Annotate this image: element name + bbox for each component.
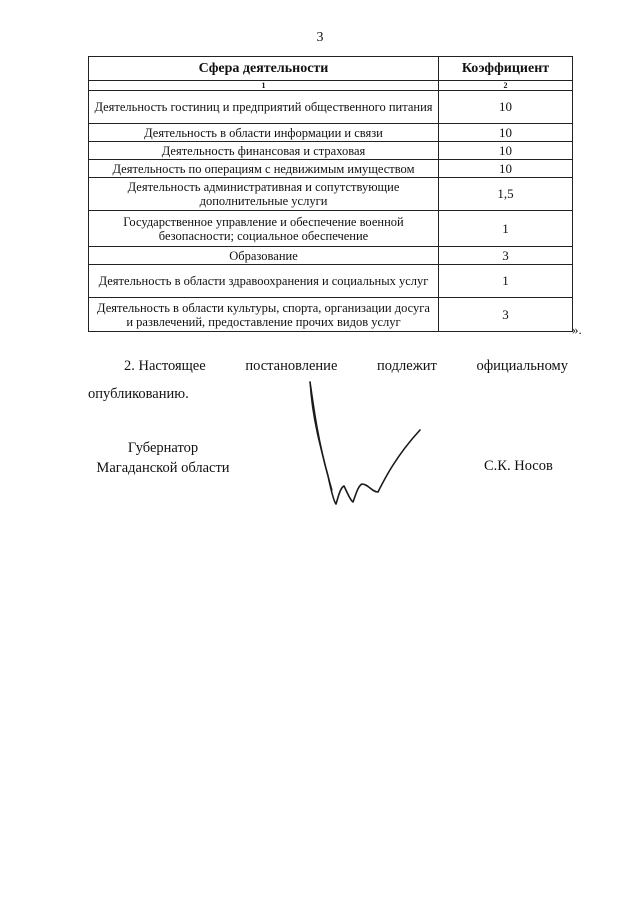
paragraph-word: постановление <box>245 358 338 374</box>
column-number-row <box>89 81 573 91</box>
table-row <box>89 91 573 124</box>
table-row <box>89 265 573 298</box>
signatory-name: С.К. Носов <box>484 458 553 474</box>
closing-quote: ». <box>572 322 582 337</box>
table-row <box>89 160 573 178</box>
cell-coefficient: 10 <box>439 160 573 178</box>
cell-sphere: Деятельность гостиниц и предприятий общественного питания <box>89 91 439 124</box>
column-number-2: 2 <box>439 81 573 91</box>
handwritten-signature-icon <box>298 380 430 512</box>
cell-sphere: Деятельность административная и сопутствующие дополнительные услуги <box>89 178 439 211</box>
table-row <box>89 298 573 332</box>
cell-coefficient: 3 <box>439 298 573 332</box>
paragraph-line-1 <box>88 352 568 380</box>
page-number: 3 <box>316 30 324 45</box>
cell-coefficient: 1 <box>439 211 573 247</box>
cell-sphere: Деятельность по операциям с недвижимым имуществом <box>89 160 439 178</box>
cell-coefficient: 10 <box>439 91 573 124</box>
column-number-1: 1 <box>89 81 439 91</box>
paragraph-word: 2. Настоящее <box>124 358 206 374</box>
cell-sphere: Деятельность в области здравоохранения и социальных услуг <box>89 265 439 298</box>
cell-sphere: Деятельность финансовая и страховая <box>89 142 439 160</box>
position-line-2: Магаданской области <box>96 460 230 476</box>
header-sphere: Сфера деятельности <box>89 57 439 81</box>
cell-sphere: Образование <box>89 247 439 265</box>
table-row <box>89 211 573 247</box>
table-row <box>89 247 573 265</box>
cell-sphere: Деятельность в области информации и связи <box>89 124 439 142</box>
cell-coefficient: 10 <box>439 142 573 160</box>
paragraph-line-2: опубликованию. <box>88 386 189 402</box>
table-row <box>89 178 573 211</box>
cell-coefficient: 1,5 <box>439 178 573 211</box>
cell-sphere: Деятельность в области культуры, спорта, организации досуга и развлечений, предоставление прочих видов услуг <box>89 298 439 332</box>
cell-sphere: Государственное управление и обеспечение военной безопасности; социальное обеспечение <box>89 211 439 247</box>
paragraph-word: подлежит <box>377 358 437 374</box>
table-row <box>89 124 573 142</box>
cell-coefficient: 3 <box>439 247 573 265</box>
signatory-position <box>88 438 238 478</box>
position-line-1: Губернатор <box>127 440 199 456</box>
paragraph-word: официальному <box>476 358 568 374</box>
cell-coefficient: 1 <box>439 265 573 298</box>
header-coefficient: Коэффициент <box>439 57 573 81</box>
coefficient-table <box>88 56 573 332</box>
table-row <box>89 142 573 160</box>
cell-coefficient: 10 <box>439 124 573 142</box>
table-header-row <box>89 57 573 81</box>
